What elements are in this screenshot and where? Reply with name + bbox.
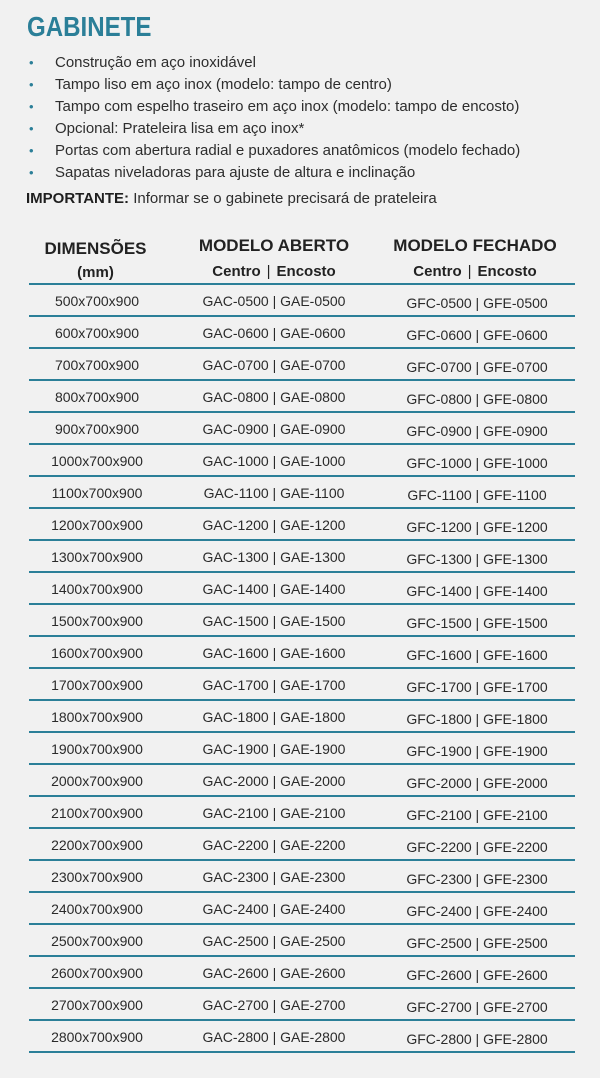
dimension-cell: 500x700x900	[54, 293, 140, 309]
closed-model-cell: GFC-1200 | GFE-1200	[406, 519, 548, 535]
dimension-cell: 1800x700x900	[51, 709, 143, 725]
dimension-cell: 1600x700x900	[51, 645, 143, 661]
dimension-cell: 1000x700x900	[51, 453, 143, 469]
open-model-cell: GAC-2500 | GAE-2500	[202, 933, 346, 949]
table-row	[29, 701, 575, 733]
closed-model-cell: GFC-0900 | GFE-0900	[406, 423, 548, 439]
header-dimensions-unit: (mm)	[77, 264, 114, 281]
open-model-cell: GAC-1200 | GAE-1200	[202, 517, 346, 533]
dimension-cell: 2500x700x900	[51, 933, 143, 949]
closed-model-cell: GFC-1700 | GFE-1700	[406, 679, 548, 695]
open-model-cell: GAC-2300 | GAE-2300	[202, 869, 346, 885]
open-model-cell: GAC-0900 | GAE-0900	[202, 421, 346, 437]
closed-model-cell: GFC-2200 | GFE-2200	[406, 839, 548, 855]
table-row	[29, 445, 575, 477]
header-closed-model	[392, 233, 558, 285]
dimension-cell: 1500x700x900	[51, 613, 143, 629]
bullet-icon: •	[29, 77, 34, 92]
table-row	[29, 317, 575, 349]
table-row	[29, 957, 575, 989]
bullet-icon: •	[29, 121, 34, 136]
feature-item: • Tampo liso em aço inox (modelo: tampo de centro)	[27, 74, 520, 96]
dimension-cell: 1100x700x900	[51, 485, 143, 501]
open-model-cell: GAC-0600 | GAE-0600	[202, 325, 346, 341]
table-row	[29, 989, 575, 1021]
table-row	[29, 541, 575, 573]
bullet-icon: •	[29, 165, 34, 180]
closed-model-cell: GFC-0700 | GFE-0700	[406, 359, 548, 375]
header-dimensions	[38, 237, 153, 285]
open-model-cell: GAC-1100 | GAE-1100	[203, 485, 345, 501]
open-model-cell: GAC-1400 | GAE-1400	[202, 581, 346, 597]
table-row	[29, 381, 575, 413]
closed-model-cell: GFC-2100 | GFE-2100	[406, 807, 548, 823]
table-row	[29, 605, 575, 637]
open-model-cell: GAC-2200 | GAE-2200	[202, 837, 346, 853]
closed-model-cell: GFC-1500 | GFE-1500	[406, 615, 548, 631]
open-model-cell: GAC-2600 | GAE-2600	[202, 965, 346, 981]
dimension-cell: 2000x700x900	[51, 773, 143, 789]
important-note	[26, 190, 437, 207]
bullet-icon: •	[29, 143, 34, 158]
table-row	[29, 413, 575, 445]
feature-item: • Tampo com espelho traseiro em aço inox (modelo: tampo de encosto)	[27, 96, 520, 118]
feature-item: • Construção em aço inoxidável	[27, 52, 520, 74]
closed-model-cell: GFC-1900 | GFE-1900	[406, 743, 548, 759]
dimension-cell: 2200x700x900	[51, 837, 143, 853]
dimension-cell: 1400x700x900	[51, 581, 143, 597]
dimension-cell: 1900x700x900	[51, 741, 143, 757]
open-model-cell: GAC-1700 | GAE-1700	[202, 677, 346, 693]
closed-model-cell: GFC-2300 | GFE-2300	[406, 871, 548, 887]
open-model-cell: GAC-2800 | GAE-2800	[202, 1029, 346, 1045]
dimension-cell: 800x700x900	[54, 389, 140, 405]
closed-model-cell: GFC-1100 | GFE-1100	[407, 487, 547, 503]
dimension-cell: 1700x700x900	[51, 677, 143, 693]
open-model-cell: GAC-1600 | GAE-1600	[202, 645, 346, 661]
feature-item: • Opcional: Prateleira lisa em aço inox*	[27, 118, 520, 140]
closed-model-cell: GFC-2000 | GFE-2000	[406, 775, 548, 791]
open-model-cell: GAC-1800 | GAE-1800	[202, 709, 346, 725]
dimension-cell: 2800x700x900	[51, 1029, 143, 1045]
table-row	[29, 573, 575, 605]
closed-model-cell: GFC-2800 | GFE-2800	[406, 1031, 548, 1047]
closed-model-cell: GFC-2700 | GFE-2700	[406, 999, 548, 1015]
dimension-cell: 700x700x900	[54, 357, 140, 373]
closed-model-cell: GFC-1400 | GFE-1400	[406, 583, 548, 599]
header-open-model	[196, 233, 352, 285]
closed-model-cell: GFC-1600 | GFE-1600	[406, 647, 548, 663]
page-title: GABINETE	[27, 11, 152, 42]
bullet-icon: •	[29, 55, 34, 70]
table-row	[29, 509, 575, 541]
open-model-cell: GAC-0700 | GAE-0700	[202, 357, 346, 373]
dimension-cell: 600x700x900	[54, 325, 140, 341]
open-model-cell: GAC-1300 | GAE-1300	[202, 549, 346, 565]
header-closed-subcolumns: Centro | Encosto	[413, 263, 537, 280]
table-row	[29, 349, 575, 381]
dimension-cell: 2600x700x900	[51, 965, 143, 981]
header-open-model-label: MODELO ABERTO	[198, 236, 350, 255]
closed-model-cell: GFC-2500 | GFE-2500	[406, 935, 548, 951]
feature-list	[27, 52, 520, 184]
open-model-cell: GAC-1000 | GAE-1000	[202, 453, 346, 469]
feature-item: • Sapatas niveladoras para ajuste de altura e inclinação	[27, 162, 520, 184]
table-row	[29, 477, 575, 509]
dimension-cell: 2700x700x900	[51, 997, 143, 1013]
open-model-cell: GAC-2700 | GAE-2700	[202, 997, 346, 1013]
closed-model-cell: GFC-1300 | GFE-1300	[406, 551, 548, 567]
dimension-cell: 2300x700x900	[51, 869, 143, 885]
model-table	[29, 285, 575, 1053]
table-row	[29, 637, 575, 669]
header-open-subcolumns: Centro | Encosto	[212, 263, 336, 280]
table-row	[29, 733, 575, 765]
open-model-cell: GAC-2400 | GAE-2400	[202, 901, 346, 917]
bullet-icon: •	[29, 99, 34, 114]
closed-model-cell: GFC-0600 | GFE-0600	[406, 327, 548, 343]
important-text: Informar se o gabinete precisará de prateleira	[133, 190, 437, 207]
closed-model-cell: GFC-2400 | GFE-2400	[406, 903, 548, 919]
table-row	[29, 765, 575, 797]
feature-item: • Portas com abertura radial e puxadores anatômicos (modelo fechado)	[27, 140, 520, 162]
open-model-cell: GAC-2000 | GAE-2000	[202, 773, 346, 789]
dimension-cell: 1300x700x900	[51, 549, 143, 565]
closed-model-cell: GFC-0500 | GFE-0500	[406, 295, 548, 311]
table-row	[29, 861, 575, 893]
closed-model-cell: GFC-1800 | GFE-1800	[406, 711, 548, 727]
table-row	[29, 285, 575, 317]
dimension-cell: 900x700x900	[54, 421, 140, 437]
header-dimensions-label: DIMENSÕES	[44, 239, 147, 258]
table-row	[29, 893, 575, 925]
open-model-cell: GAC-1900 | GAE-1900	[202, 741, 346, 757]
open-model-cell: GAC-0500 | GAE-0500	[202, 293, 346, 309]
table-row	[29, 1021, 575, 1053]
table-row	[29, 797, 575, 829]
dimension-cell: 2400x700x900	[51, 901, 143, 917]
dimension-cell: 2100x700x900	[51, 805, 143, 821]
table-row	[29, 925, 575, 957]
closed-model-cell: GFC-1000 | GFE-1000	[406, 455, 548, 471]
closed-model-cell: GFC-0800 | GFE-0800	[406, 391, 548, 407]
open-model-cell: GAC-0800 | GAE-0800	[202, 389, 346, 405]
important-label: IMPORTANTE:	[26, 190, 130, 207]
table-row	[29, 829, 575, 861]
dimension-cell: 1200x700x900	[51, 517, 143, 533]
closed-model-cell: GFC-2600 | GFE-2600	[406, 967, 548, 983]
header-closed-model-label: MODELO FECHADO	[393, 236, 557, 255]
open-model-cell: GAC-1500 | GAE-1500	[202, 613, 346, 629]
open-model-cell: GAC-2100 | GAE-2100	[202, 805, 346, 821]
table-row	[29, 669, 575, 701]
